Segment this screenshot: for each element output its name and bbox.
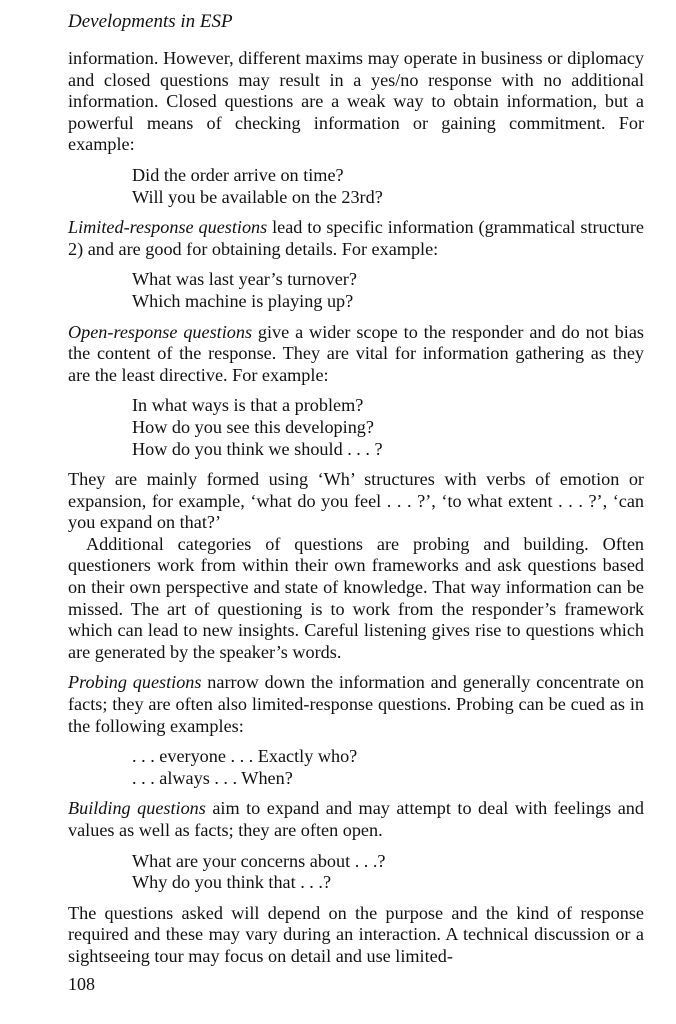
running-head: Developments in ESP [68,11,233,32]
term-building: Building questions [68,798,206,819]
example-line: Which machine is playing up? [132,290,354,311]
example-block-closed [132,165,644,208]
paragraph-text: lead to specific information (grammatical structure 2) and are good for obtaining details. For example: [68,217,644,259]
paragraph-text: aim to expand and may attempt to deal with feelings and values as well as facts; they are often open. [68,798,644,840]
term-limited-response: Limited-response questions [68,217,268,238]
book-page [68,10,644,1010]
example-line: Why do you think that . . .? [132,872,332,893]
example-line: How do you think we should . . . ? [132,438,383,459]
paragraph-probing [68,672,644,737]
paragraph-additional-categories: Additional categories of questions are probing and building. Often questioners work from within their own frameworks and ask questions based on their own perspective and state of knowledge. That way information can be missed. The art of questioning is to work from the responder’s framework which can lead to new insights. Careful listening gives rise to questions which are generated by the speaker’s words. [68,533,644,662]
example-block-building [132,851,644,894]
paragraph-limited-response [68,217,644,260]
example-line: Will you be available on the 23rd? [132,186,383,207]
paragraph-purpose: The questions asked will depend on the purpose and the kind of response required and these may vary during an interaction. A technical discussion or a sightseeing tour may focus on detail and use limited- [68,902,644,966]
term-open-response: Open-response questions [68,321,253,342]
paragraph-building [68,798,644,841]
term-probing: Probing questions [68,672,202,693]
page-number: 108 [68,974,95,994]
example-line: . . . everyone . . . Exactly who? [132,746,358,767]
paragraph-text: give a wider scope to the responder and do not bias the content of the response. They are vital for information gathering as they are the least directive. For example: [68,321,644,385]
paragraph-wh-structures: They are mainly formed using ‘Wh’ structures with verbs of emotion or expansion, for example, ‘what do you feel . . . ?’, ‘to what extent . . . ?’, ‘can you expand on that?’ [68,469,644,533]
example-line: How do you see this developing? [132,416,374,437]
example-line: In what ways is that a problem? [132,395,364,416]
example-block-limited [132,269,644,312]
example-line: Did the order arrive on time? [132,164,344,185]
paragraph-open-response [68,322,644,387]
paragraph-closed-questions: information. However, different maxims may operate in business or diplomacy and closed questions may result in a yes/no response with no additional information. Closed questions are a weak way to obtain information, but a powerful means of checking information or gaining commitment. For example: [68,48,644,155]
example-line: What was last year’s turnover? [132,269,357,290]
example-block-open [132,395,644,460]
paragraph-text: narrow down the information and generally concentrate on facts; they are often also limited-response questions. Probing can be cued as in the following examples: [68,672,644,736]
example-block-probing [132,746,644,789]
example-line: . . . always . . . When? [132,767,293,788]
example-line: What are your concerns about . . .? [132,850,386,871]
